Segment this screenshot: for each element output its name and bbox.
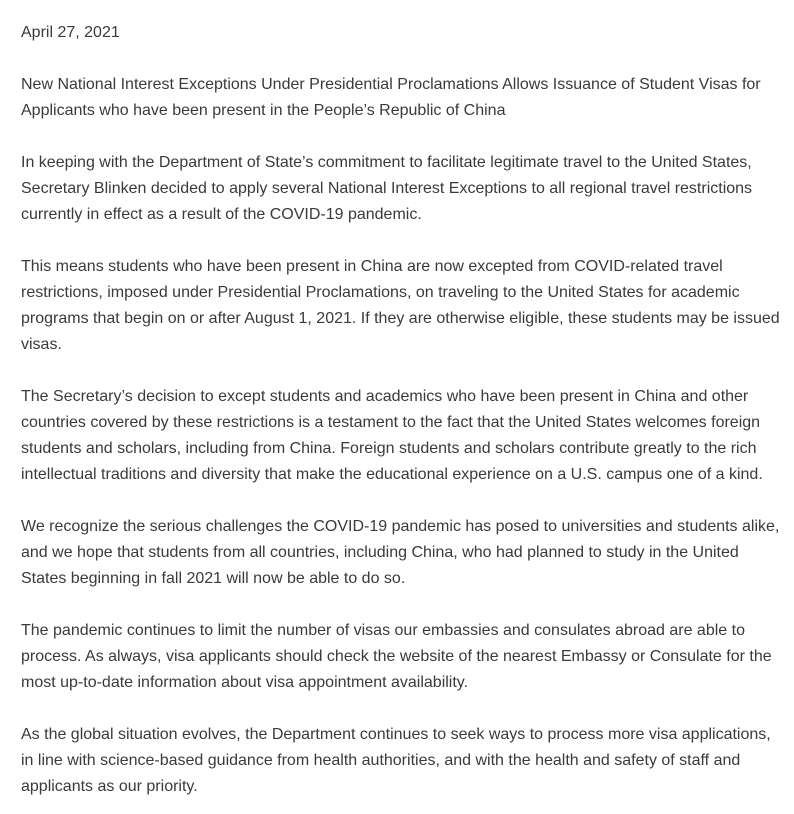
article-paragraph: We recognize the serious challenges the COVID-19 pandemic has posed to universities and students alike, and we hope that students from all countries, including China, who had planned to study in the United States beginning in fall 2021 will now be able to do so. xyxy=(21,518,780,587)
article-paragraph: In keeping with the Department of State’s commitment to facilitate legitimate travel to the United States, Secretary Blinken decided to apply several National Interest Exceptions to all regional travel restrictions currently in effect as a result of the COVID-19 pandemic. xyxy=(21,154,753,223)
article-paragraph: The Secretary’s decision to except students and academics who have been present in China and other countries covered by these restrictions is a testament to the fact that the United States welcomes foreign students and scholars, including from China. Foreign students and scholars contribute greatly to the rich intellectual traditions and diversity that make the educational experience on a U.S. campus one of a kind. xyxy=(21,388,763,483)
article-paragraph: The pandemic continues to limit the number of visas our embassies and consulates abroad are able to process. As always, visa applicants should check the website of the nearest Embassy or Consulate for the most up-to-date information about visa appointment availability. xyxy=(21,622,772,691)
article-date: April 27, 2021 xyxy=(21,24,120,41)
article-paragraph: This means students who have been present in China are now excepted from COVID-related travel restrictions, imposed under Presidential Proclamations, on traveling to the United States for academic programs that begin on or after August 1, 2021. If they are otherwise eligible, these students may be issued visas. xyxy=(21,258,780,353)
article xyxy=(21,20,786,800)
article-title: New National Interest Exceptions Under Presidential Proclamations Allows Issuance of Student Visas for Applicants who have been present in the People’s Republic of China xyxy=(21,76,761,119)
article-paragraph: As the global situation evolves, the Department continues to seek ways to process more visa applications, in line with science-based guidance from health authorities, and with the health and safety of staff and applicants as our priority. xyxy=(21,726,771,795)
